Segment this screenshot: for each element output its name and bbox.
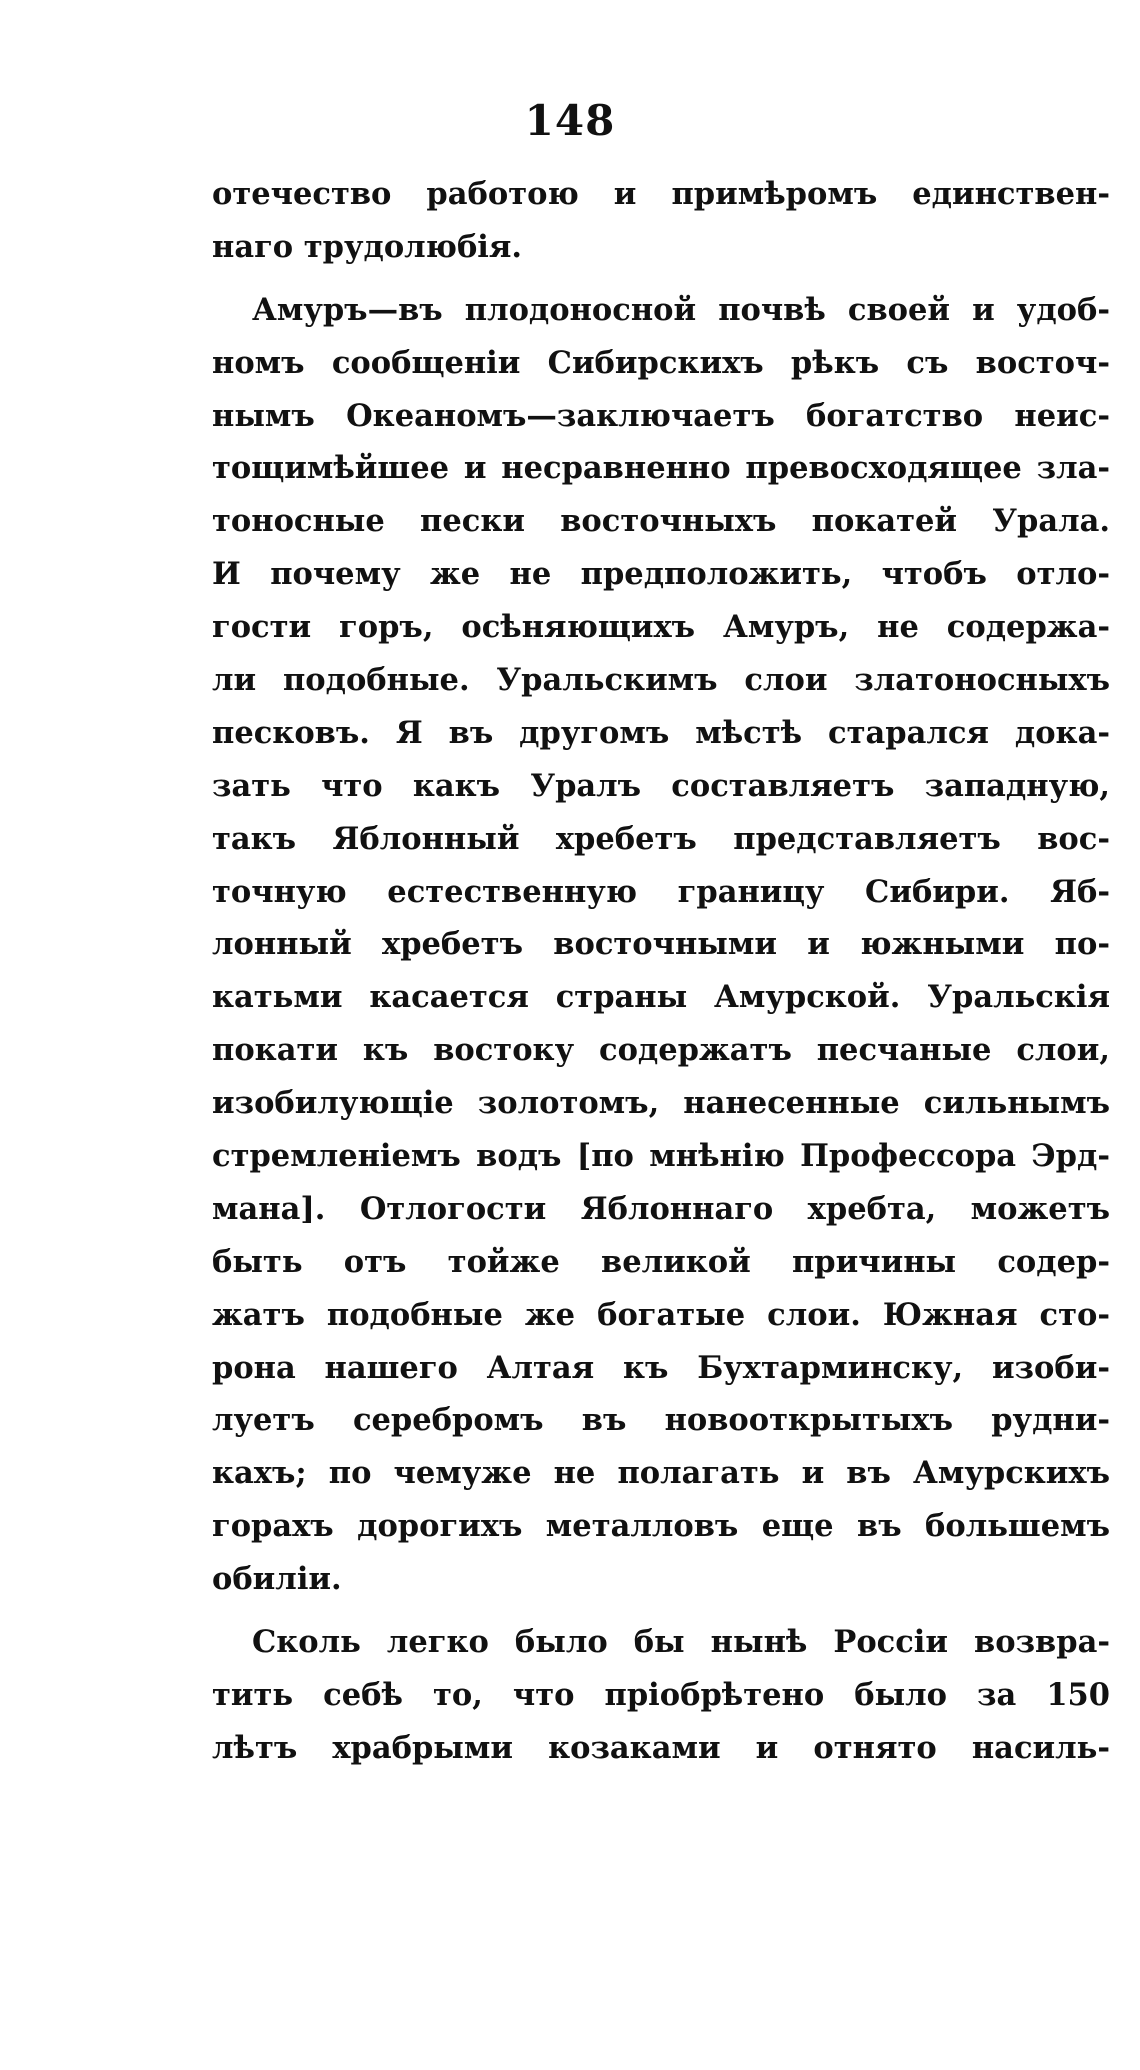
paragraph-3 <box>212 1616 1110 1775</box>
page-number: 148 <box>524 96 616 145</box>
text-line: лѣтъ храбрыми козаками и отнято насиль- <box>212 1729 1110 1766</box>
text-line <box>212 284 1110 337</box>
text-line: наго трудолюбія. <box>212 228 523 265</box>
body-text <box>212 168 1110 1775</box>
text-line: песковъ. Я въ другомъ мѣстѣ старался дока- <box>212 714 1110 751</box>
text-line: тоносные пески восточныхъ покатей Урала. <box>212 503 1110 540</box>
text-line: кахъ; по чемуже не полагать и въ Амурскихъ <box>212 1455 1110 1492</box>
text-line: зать что какъ Уралъ составляетъ западную, <box>212 767 1110 804</box>
text-line-content: Амуръ—въ плодоносной почвѣ своей и удоб- <box>252 291 1110 328</box>
text-line: рона нашего Алтая къ Бухтарминску, изоби- <box>212 1349 1110 1386</box>
text-line: тощимѣйшее и несравненно превосходящее зла- <box>212 450 1110 487</box>
text-line: лонный хребетъ восточными и южными по- <box>212 926 1110 963</box>
text-line: гости горъ, осѣняющихъ Амуръ, не содержа- <box>212 609 1110 646</box>
text-line: мана]. Отлогости Яблоннаго хребта, можетъ <box>212 1190 1110 1227</box>
text-line: точную естественную границу Сибири. Яб- <box>212 873 1110 910</box>
text-line: покати къ востоку содержатъ песчаные слои, <box>212 1032 1110 1069</box>
text-line: такъ Яблонный хребетъ представляетъ вос- <box>212 820 1110 857</box>
text-line: нымъ Океаномъ—заключаетъ богатство неис- <box>212 397 1110 434</box>
text-line-content: Сколь легко было бы нынѣ Россіи возвра- <box>252 1624 1110 1661</box>
paragraph-2 <box>212 284 1110 1606</box>
text-line: стремленіемъ водъ [по мнѣнію Профессора Эрд- <box>212 1138 1110 1175</box>
text-line: И почему же не предположить, чтобъ отло- <box>212 556 1110 593</box>
text-line: отечество работою и примѣромъ единствен- <box>212 176 1110 212</box>
text-line: луетъ серебромъ въ новооткрытыхъ рудни- <box>212 1402 1110 1439</box>
text-line: быть отъ тойже великой причины содер- <box>212 1243 1110 1280</box>
text-line: обиліи. <box>212 1561 342 1598</box>
text-line: номъ сообщеніи Сибирскихъ рѣкъ съ восточ- <box>212 344 1110 381</box>
text-line: жатъ подобные же богатые слои. Южная сто- <box>212 1296 1110 1333</box>
text-line: катьми касается страны Амурской. Уральскія <box>212 979 1110 1016</box>
text-line <box>212 1616 1110 1669</box>
text-line: тить себѣ то, что пріобрѣтено было за 150 <box>212 1676 1110 1713</box>
text-line: изобилующіе золотомъ, нанесенные сильнымъ <box>212 1085 1110 1122</box>
paragraph-1 <box>212 168 1110 274</box>
text-line: ли подобные. Уральскимъ слои златоносныхъ <box>212 662 1110 699</box>
text-line: горахъ дорогихъ металловъ еще въ большемъ <box>212 1508 1110 1545</box>
